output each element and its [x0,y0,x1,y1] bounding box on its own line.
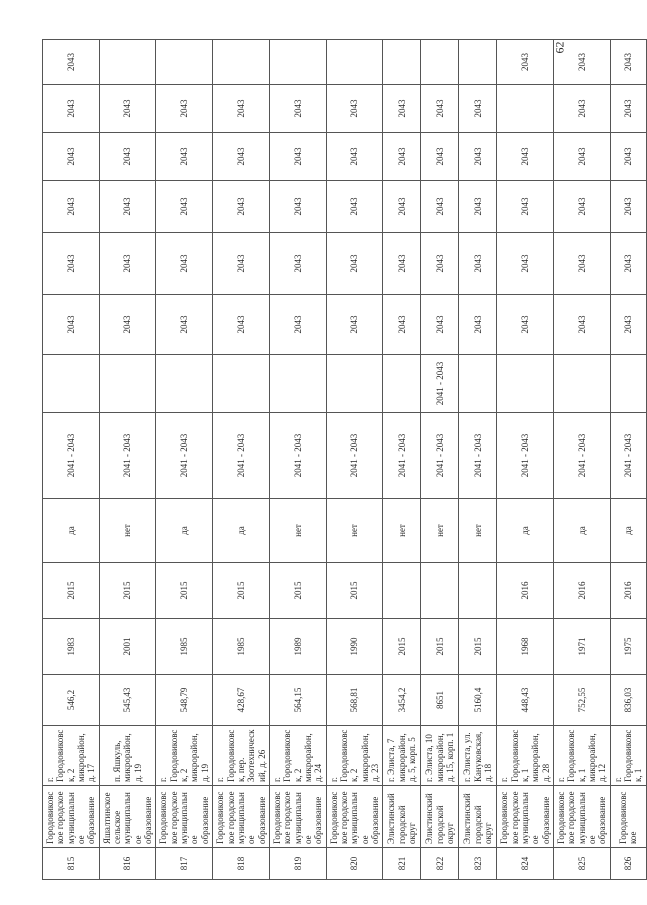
cell-year: 2015 [383,619,421,675]
cell-flag: нет [459,499,497,563]
cell-y5: 2043 [383,85,421,133]
cell-y6 [383,40,421,85]
cell-area: 564,15 [269,675,326,726]
cell-flag: нет [99,499,156,563]
cell-period: 2041 - 2043 [459,413,497,499]
cell-y1: 2043 [269,295,326,355]
cell-address: г. Городовиковск, 1 микрорайон, д. 12 [554,726,611,786]
cell-mo: Городовиковское городское муниципальное образование [213,786,270,848]
cell-y3: 2043 [459,181,497,233]
cell-y6: 2043 [43,40,100,85]
cell-y2: 2043 [383,233,421,295]
cell-period: 2041 - 2043 [99,413,156,499]
cell-flag: нет [421,499,459,563]
cell-area: 836,03 [610,675,646,726]
cell-y6 [156,40,213,85]
cell-mo: Городовиковское городское муниципальное образование [156,786,213,848]
cell-y3: 2043 [43,181,100,233]
cell-y2: 2043 [99,233,156,295]
cell-y4: 2043 [43,133,100,181]
table-row [459,40,497,880]
cell-address: г. Городовиковск, 2 микрорайон, д. 19 [156,726,213,786]
cell-year: 1985 [156,619,213,675]
cell-year2: 2015 [99,563,156,619]
cell-num: 819 [269,848,326,880]
cell-y1: 2043 [99,295,156,355]
cell-y2: 2043 [497,233,554,295]
cell-y4: 2043 [554,133,611,181]
cell-year2: 2016 [497,563,554,619]
cell-y3: 2043 [554,181,611,233]
cell-y6 [326,40,383,85]
cell-e [269,355,326,413]
cell-y5: 2043 [326,85,383,133]
cell-flag: да [43,499,100,563]
cell-year2: 2015 [156,563,213,619]
cell-period: 2041 - 2043 [326,413,383,499]
cell-y5: 2043 [610,85,646,133]
cell-address: г. Городовиковск, 2 микрорайон, д. 23 [326,726,383,786]
cell-e [213,355,270,413]
cell-e [497,355,554,413]
cell-num: 817 [156,848,213,880]
cell-y1: 2043 [43,295,100,355]
cell-year: 2015 [459,619,497,675]
cell-y2: 2043 [554,233,611,295]
cell-y2: 2043 [269,233,326,295]
cell-area: 3454,2 [383,675,421,726]
cell-area: 546,2 [43,675,100,726]
cell-y6: 2043 [554,40,611,85]
cell-mo: Городовиковское городское муниципальное образование [497,786,554,848]
cell-flag: да [156,499,213,563]
rotated-table-wrapper [42,40,644,880]
cell-y5: 2043 [554,85,611,133]
cell-y3: 2043 [383,181,421,233]
cell-y4: 2043 [421,133,459,181]
cell-year2: 2015 [326,563,383,619]
cell-mo: Городовиковское [610,786,646,848]
table-body [43,40,647,880]
cell-e [326,355,383,413]
cell-y4: 2043 [610,133,646,181]
cell-y2: 2043 [421,233,459,295]
cell-y2: 2043 [459,233,497,295]
cell-year: 1985 [213,619,270,675]
cell-year2: 2016 [610,563,646,619]
cell-num: 815 [43,848,100,880]
cell-e [610,355,646,413]
cell-e [99,355,156,413]
cell-address: г. Элиста, 10 микрорайон, д. 15, корп. 1 [421,726,459,786]
cell-address: п. Яшкуль, микрорайон, д. 19 [99,726,156,786]
cell-mo: Яшалтинское сельское муниципальное образование [99,786,156,848]
cell-y6 [213,40,270,85]
cell-address: г. Городовиковск, 2 микрорайон, д. 17 [43,726,100,786]
cell-num: 816 [99,848,156,880]
cell-period: 2041 - 2043 [610,413,646,499]
cell-y5: 2043 [156,85,213,133]
cell-y1: 2043 [421,295,459,355]
page-number: 62 [552,41,567,54]
cell-address: г. Городовиковск, 1 микрорайон, д. 28 [497,726,554,786]
cell-period: 2041 - 2043 [156,413,213,499]
cell-y6 [99,40,156,85]
table-row [213,40,270,880]
cell-mo: Элистинский городской округ [383,786,421,848]
cell-period: 2041 - 2043 [421,413,459,499]
cell-y3: 2043 [213,181,270,233]
table-row [326,40,383,880]
cell-y6 [421,40,459,85]
cell-period: 2041 - 2043 [383,413,421,499]
cell-flag: да [497,499,554,563]
cell-y1: 2043 [459,295,497,355]
cell-year: 1983 [43,619,100,675]
cell-year2 [383,563,421,619]
cell-mo: Городовиковское городское муниципальное образование [326,786,383,848]
cell-area: 8651 [421,675,459,726]
cell-y2: 2043 [610,233,646,295]
cell-mo: Городовиковское городское муниципальное образование [554,786,611,848]
cell-y1: 2043 [497,295,554,355]
cell-y3: 2043 [497,181,554,233]
cell-e [459,355,497,413]
cell-y1: 2043 [383,295,421,355]
cell-period: 2041 - 2043 [269,413,326,499]
cell-y3: 2043 [99,181,156,233]
housing-table [42,39,647,880]
cell-year: 1971 [554,619,611,675]
cell-address: г. Городовиковск, 1 [610,726,646,786]
table-row [421,40,459,880]
cell-year2: 2015 [213,563,270,619]
cell-y6 [459,40,497,85]
cell-y3: 2043 [156,181,213,233]
cell-num: 821 [383,848,421,880]
cell-num: 824 [497,848,554,880]
cell-area: 568,81 [326,675,383,726]
cell-y6 [269,40,326,85]
cell-y3: 2043 [326,181,383,233]
cell-y2: 2043 [43,233,100,295]
cell-flag: нет [383,499,421,563]
cell-mo: Элистинский городской округ [421,786,459,848]
table-row [383,40,421,880]
cell-y1: 2043 [610,295,646,355]
cell-e [383,355,421,413]
cell-address: г. Городовиковск, пер. Зоотехнический, д. 26 [213,726,270,786]
cell-e [156,355,213,413]
cell-y4: 2043 [269,133,326,181]
cell-area: 428,67 [213,675,270,726]
cell-year: 1968 [497,619,554,675]
cell-year2: 2015 [269,563,326,619]
cell-address: г. Городовиковск, 2 микрорайон, д. 24 [269,726,326,786]
cell-area: 5160,4 [459,675,497,726]
cell-y3: 2043 [269,181,326,233]
cell-period: 2041 - 2043 [497,413,554,499]
cell-area: 448,43 [497,675,554,726]
cell-y1: 2043 [156,295,213,355]
cell-year: 1990 [326,619,383,675]
cell-year: 1975 [610,619,646,675]
cell-y2: 2043 [326,233,383,295]
cell-y3: 2043 [421,181,459,233]
cell-area: 752,55 [554,675,611,726]
cell-y4: 2043 [99,133,156,181]
cell-y5: 2043 [213,85,270,133]
cell-y5: 2043 [459,85,497,133]
cell-mo: Городовиковское городское муниципальное образование [269,786,326,848]
cell-year: 1989 [269,619,326,675]
cell-address: г. Элиста, 7 микрорайон, д. 5, корп. 5 [383,726,421,786]
cell-y4: 2043 [459,133,497,181]
table-row [497,40,554,880]
cell-flag: нет [269,499,326,563]
table-row [156,40,213,880]
cell-y4: 2043 [497,133,554,181]
cell-y1: 2043 [213,295,270,355]
cell-mo: Городовиковское городское муниципальное образование [43,786,100,848]
cell-y5 [497,85,554,133]
cell-y4: 2043 [383,133,421,181]
cell-y5: 2043 [99,85,156,133]
cell-num: 822 [421,848,459,880]
cell-num: 818 [213,848,270,880]
table-row [610,40,646,880]
cell-e [554,355,611,413]
cell-num: 826 [610,848,646,880]
cell-y4: 2043 [156,133,213,181]
cell-y6: 2043 [497,40,554,85]
cell-y3: 2043 [610,181,646,233]
table-row [269,40,326,880]
table-row [554,40,611,880]
cell-num: 820 [326,848,383,880]
cell-period: 2041 - 2043 [213,413,270,499]
cell-flag: нет [326,499,383,563]
cell-period: 2041 - 2043 [554,413,611,499]
cell-area: 545,43 [99,675,156,726]
cell-flag: да [610,499,646,563]
cell-y4: 2043 [213,133,270,181]
cell-year2: 2016 [554,563,611,619]
cell-year: 2001 [99,619,156,675]
cell-y5: 2043 [43,85,100,133]
cell-flag: да [554,499,611,563]
cell-y2: 2043 [213,233,270,295]
cell-year2: 2015 [43,563,100,619]
cell-y6: 2043 [610,40,646,85]
cell-area: 548,79 [156,675,213,726]
cell-e: 2041 - 2043 [421,355,459,413]
cell-y1: 2043 [326,295,383,355]
cell-y4: 2043 [326,133,383,181]
cell-y5: 2043 [269,85,326,133]
cell-y5: 2043 [421,85,459,133]
cell-year2 [459,563,497,619]
cell-e [43,355,100,413]
table-row [43,40,100,880]
table-row [99,40,156,880]
cell-year2 [421,563,459,619]
cell-year: 2015 [421,619,459,675]
cell-y1: 2043 [554,295,611,355]
cell-period: 2041 - 2043 [43,413,100,499]
cell-y2: 2043 [156,233,213,295]
cell-num: 825 [554,848,611,880]
cell-num: 823 [459,848,497,880]
cell-mo: Элистинский городской округ [459,786,497,848]
cell-flag: да [213,499,270,563]
cell-address: г. Элиста, ул. Кануковская, д. 18 [459,726,497,786]
